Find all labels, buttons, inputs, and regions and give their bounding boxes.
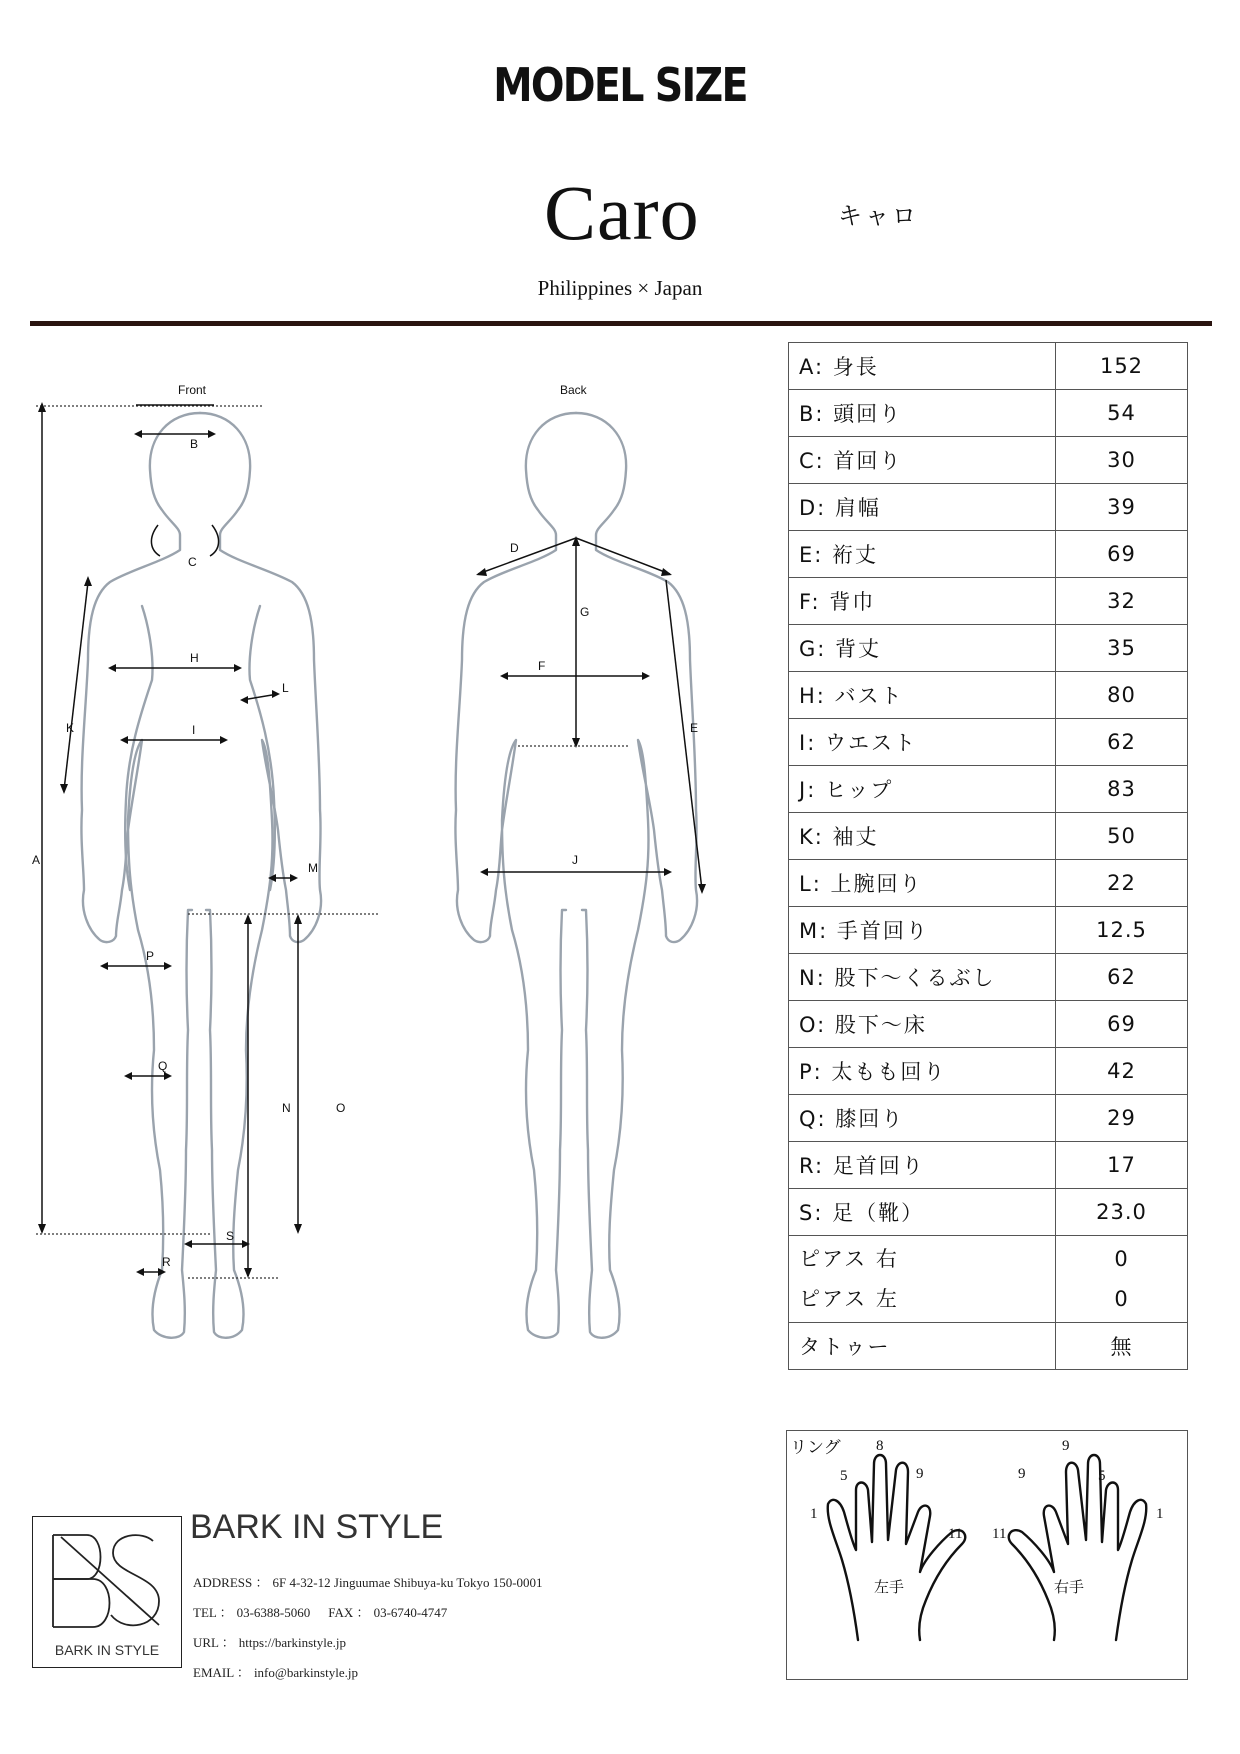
bs-logo-icon	[33, 1517, 181, 1667]
letter-M: M	[308, 861, 318, 875]
tattoo-value: 無	[1056, 1323, 1188, 1370]
left-middle-size: 8	[876, 1438, 884, 1454]
letter-G: G	[580, 605, 590, 619]
back-measure-arrows	[476, 536, 706, 894]
letter-I: I	[192, 723, 196, 737]
measurement-label: E: 裄丈	[789, 531, 1056, 578]
front-figure-outline	[81, 413, 321, 1338]
email-link[interactable]: info@barkinstyle.jp	[253, 1665, 358, 1680]
front-label: Front	[178, 383, 207, 397]
letter-D: D	[510, 541, 519, 555]
letter-J: J	[572, 853, 578, 867]
back-label: Back	[560, 383, 587, 397]
right-ring-size: 9	[1018, 1466, 1026, 1482]
measurement-label: Q: 膝回り	[789, 1095, 1056, 1142]
right-index-size: 5	[1098, 1468, 1106, 1484]
measurement-value: 35	[1056, 625, 1188, 672]
measurement-value: 17	[1056, 1142, 1188, 1189]
measurement-label: G: 背丈	[789, 625, 1056, 672]
measurement-row	[789, 907, 1188, 954]
measurement-value: 69	[1056, 1001, 1188, 1048]
ring-label: リング	[790, 1438, 841, 1458]
measurement-label: D: 肩幅	[789, 484, 1056, 531]
url-link[interactable]: https://barkinstyle.jp	[238, 1635, 347, 1650]
measurement-label: N: 股下～くるぶし	[789, 954, 1056, 1001]
measurement-row	[789, 1001, 1188, 1048]
measurement-row	[789, 860, 1188, 907]
measurement-value: 62	[1056, 719, 1188, 766]
letter-O: O	[336, 1101, 346, 1115]
letter-K: K	[66, 721, 75, 735]
measurement-row	[789, 954, 1188, 1001]
measurement-label: O: 股下～床	[789, 1001, 1056, 1048]
measurement-row	[789, 672, 1188, 719]
phone-line	[193, 1602, 451, 1621]
measurement-label: I: ウエスト	[789, 719, 1056, 766]
left-hand-label: 左手	[874, 1580, 905, 1596]
fax-value: 03-6740-4747	[373, 1605, 448, 1620]
measurement-row	[789, 813, 1188, 860]
email-line	[193, 1662, 362, 1681]
measurement-label: L: 上腕回り	[789, 860, 1056, 907]
right-hand-icon	[1009, 1455, 1147, 1640]
measurement-label: R: 足首回り	[789, 1142, 1056, 1189]
measurement-row	[789, 1189, 1188, 1236]
measurement-value: 152	[1056, 343, 1188, 390]
measurement-row	[789, 437, 1188, 484]
tattoo-label: タトゥー	[789, 1323, 1056, 1370]
measurement-value: 42	[1056, 1048, 1188, 1095]
model-origin: Philippines × Japan	[537, 276, 703, 300]
tel-label: TEL ：	[193, 1605, 233, 1620]
measurement-value: 39	[1056, 484, 1188, 531]
fax-label: FAX ：	[328, 1605, 370, 1620]
measurement-row	[789, 1048, 1188, 1095]
brand-name: BARK IN STYLE	[190, 1508, 444, 1546]
letter-R: R	[162, 1255, 171, 1269]
header-divider	[30, 321, 1212, 326]
measurement-value: 50	[1056, 813, 1188, 860]
letter-N: N	[282, 1101, 291, 1115]
tel-value: 03-6388-5060	[236, 1605, 311, 1620]
measurement-label: J: ヒップ	[789, 766, 1056, 813]
measurement-table	[788, 342, 1188, 1370]
measurement-label: K: 袖丈	[789, 813, 1056, 860]
measurement-value: 30	[1056, 437, 1188, 484]
measurement-value: 54	[1056, 390, 1188, 437]
measurement-value: 29	[1056, 1095, 1188, 1142]
url-label: URL ：	[193, 1635, 235, 1650]
left-hand-icon	[828, 1455, 966, 1640]
email-label: EMAIL ：	[193, 1665, 250, 1680]
measurement-value: 23.0	[1056, 1189, 1188, 1236]
measurement-value: 69	[1056, 531, 1188, 578]
letter-L: L	[282, 681, 289, 695]
letter-S: S	[226, 1229, 235, 1243]
measurement-value: 83	[1056, 766, 1188, 813]
model-name-kana: キャロ	[838, 202, 919, 230]
right-thumb-size: 1	[1156, 1506, 1164, 1522]
letter-P: P	[146, 949, 155, 963]
measurement-value: 12.5	[1056, 907, 1188, 954]
left-index-size: 5	[840, 1468, 848, 1484]
measurement-row	[789, 343, 1188, 390]
measurement-label: P: 太もも回り	[789, 1048, 1056, 1095]
measurement-label: S: 足（靴）	[789, 1189, 1056, 1236]
measurement-label: C: 首回り	[789, 437, 1056, 484]
piercing-left-value: 0	[1114, 1287, 1129, 1311]
left-thumb-size: 1	[810, 1506, 818, 1522]
logo-caption: BARK IN STYLE	[54, 1642, 160, 1658]
left-little-size: 11	[948, 1526, 963, 1542]
piercing-right-label: ピアス 右	[799, 1247, 899, 1271]
right-middle-size: 9	[1062, 1438, 1070, 1454]
address-label: ADDRESS ：	[193, 1575, 269, 1590]
letter-C: C	[188, 555, 197, 569]
measurement-row	[789, 766, 1188, 813]
measurement-row	[789, 484, 1188, 531]
measurement-value: 80	[1056, 672, 1188, 719]
measurement-row	[789, 578, 1188, 625]
measurement-label: A: 身長	[789, 343, 1056, 390]
tattoo-row	[789, 1323, 1188, 1370]
measurement-label: M: 手首回り	[789, 907, 1056, 954]
measurement-label: H: バスト	[789, 672, 1056, 719]
left-ring-size: 9	[916, 1466, 924, 1482]
letter-A: A	[32, 853, 41, 867]
piercing-right-value: 0	[1114, 1247, 1129, 1271]
measurement-row	[789, 531, 1188, 578]
measurement-row	[789, 625, 1188, 672]
right-hand-label: 右手	[1054, 1580, 1085, 1596]
letter-E: E	[690, 721, 699, 735]
url-line	[193, 1632, 350, 1651]
measurement-label: B: 頭回り	[789, 390, 1056, 437]
measure-letters	[32, 437, 698, 1269]
address-value: 6F 4-32-12 Jinguumae Shibuya-ku Tokyo 150-0001	[272, 1575, 543, 1590]
model-name: Caro	[544, 169, 700, 256]
measurement-row	[789, 719, 1188, 766]
right-little-size: 11	[992, 1526, 1007, 1542]
letter-F: F	[538, 659, 546, 673]
letter-B: B	[190, 437, 199, 451]
piercing-left-label: ピアス 左	[799, 1287, 899, 1311]
front-measure-arrows	[36, 402, 378, 1278]
letter-H: H	[190, 651, 199, 665]
address-line	[193, 1572, 547, 1591]
measurement-value: 22	[1056, 860, 1188, 907]
measurement-label: F: 背巾	[789, 578, 1056, 625]
piercing-row	[789, 1236, 1188, 1323]
company-logo	[32, 1516, 182, 1668]
measurement-value: 32	[1056, 578, 1188, 625]
measurement-row	[789, 1142, 1188, 1189]
hands-diagram	[786, 1430, 1186, 1678]
page-title: MODEL SIZE	[493, 58, 747, 112]
letter-Q: Q	[158, 1059, 168, 1073]
body-diagram	[30, 370, 770, 1390]
measurement-row	[789, 1095, 1188, 1142]
measurement-row	[789, 390, 1188, 437]
measurement-value: 62	[1056, 954, 1188, 1001]
